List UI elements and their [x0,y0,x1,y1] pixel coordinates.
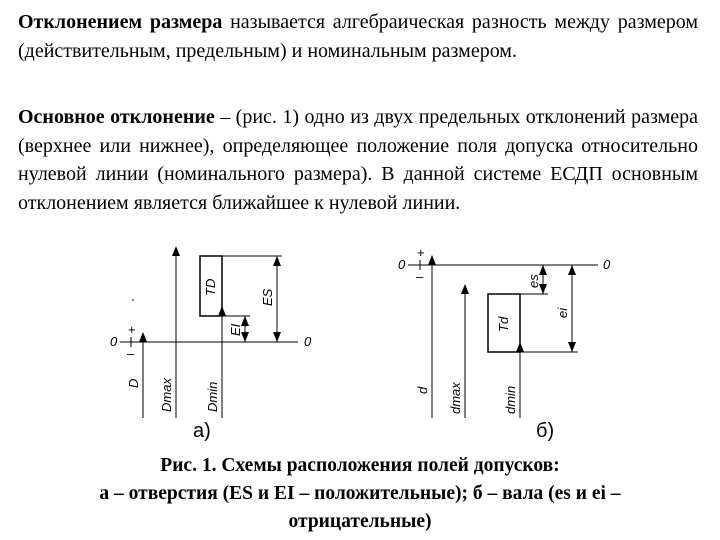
definition-paragraph-basic-deviation [18,103,698,217]
dmin-label-a: Dmin [205,381,220,412]
definition-paragraph-deviation [18,8,698,65]
arrow-nominal-b [428,255,436,265]
zero-label-b-left: 0 [398,257,406,272]
figure-caption [0,452,720,536]
plus-label-b: + [417,245,425,260]
arrow-es-b-top [539,265,547,275]
arrow-dmin-b [516,342,524,352]
minus-label-a: – [127,346,135,361]
ei-label-b: ei [555,307,570,318]
arrow-dmin-a [218,306,226,316]
plus-label-a: + [128,322,136,337]
definition-text-basic-deviation: – (рис. 1) одно из двух предельных отклонений размера (верхнее или нижнее), определяющее положение поля допуска относительно нулевой линии (номинального размера). В данной системе ЕСДП основным отклонением является ближайшее к нулевой линии. [18,106,698,214]
arrow-es-top [273,256,281,266]
nominal-label-b: d [415,386,430,394]
arrow-ei-b-top [568,265,576,275]
dmax-label-b: dmax [448,382,463,414]
zero-label-a-right: 0 [304,334,312,349]
ei-label: EI [228,323,243,336]
arrow-nominal-a [139,332,147,342]
arrow-es-bottom [273,332,281,342]
es-label: ES [260,288,275,306]
dmin-label-b: dmin [503,385,518,414]
arrow-ei-b-bottom [568,342,576,352]
caption-line-2: а – отверстия (ES и EI – положительные); б – вала (es и ei – [99,483,621,504]
caption-line-1: Рис. 1. Схемы расположения полей допусков: [160,455,560,476]
arrow-dmax-b [461,284,469,294]
zero-label-a-left: 0 [110,334,118,349]
es-label-b: es [526,274,541,288]
dmax-label-a: Dmax [159,378,174,412]
term-basic-deviation: Основное отклонение [18,106,215,128]
tolerance-diagrams [0,242,720,442]
diagram-b-label: б) [536,420,555,442]
zero-label-b-right: 0 [603,257,611,272]
arrow-dmax-a [172,246,180,256]
minus-label-b: – [416,269,424,284]
caption-line-3: отрицательные) [288,511,432,532]
definition-text-deviation: называется алгебраическая разность между размером (действительным, предельным) и номинальным размером. [18,11,698,62]
nominal-label-a: D [126,378,141,388]
td-label-b: Td [496,316,511,332]
diagram-a-label: а) [193,420,211,442]
td-label: TD [203,278,218,296]
term-deviation: Отклонением размера [18,11,223,33]
